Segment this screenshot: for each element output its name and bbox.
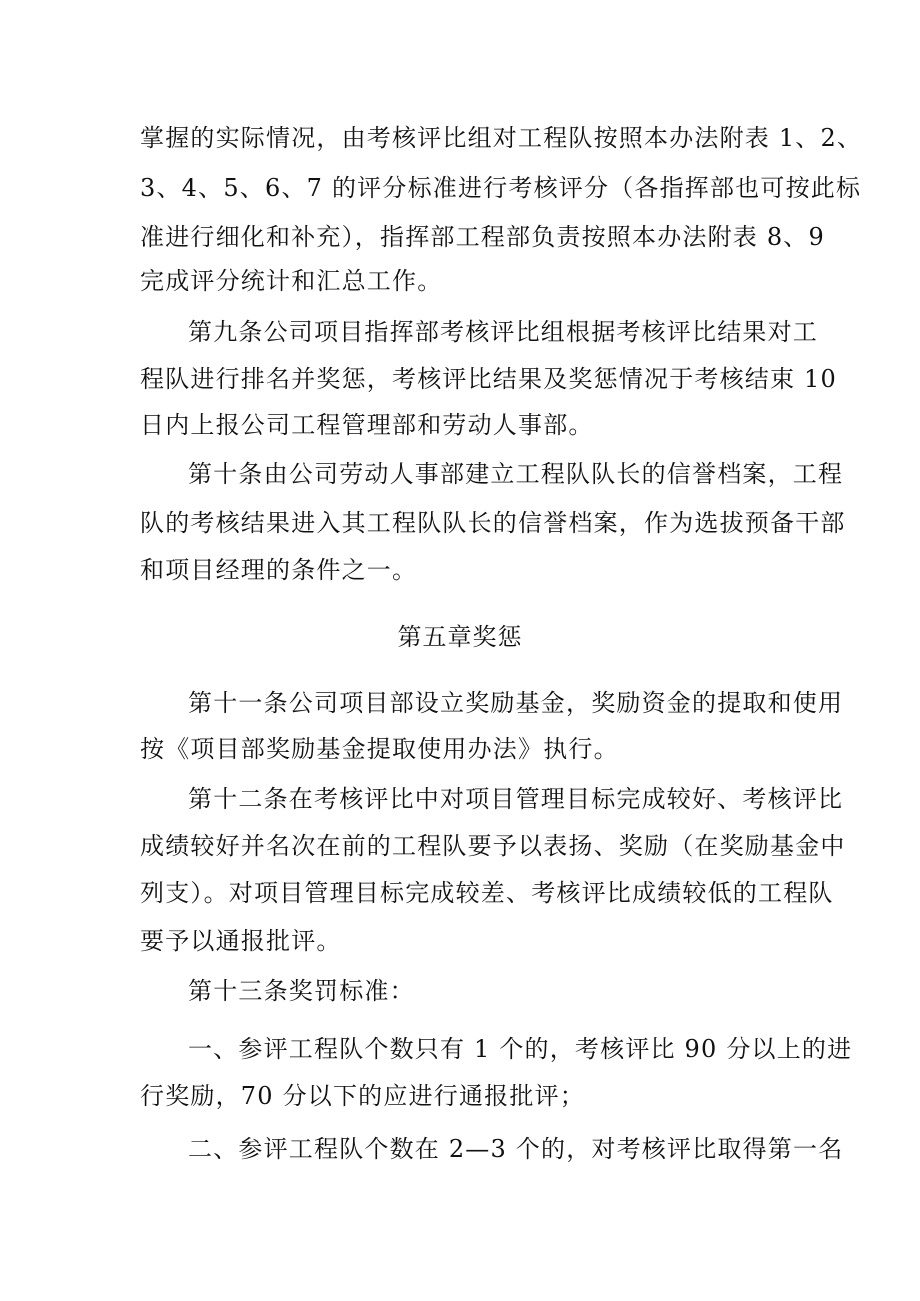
article-10-line: 第十条由公司劳动人事部建立工程队队长的信誉档案，工程 [188,460,844,488]
paragraph-line: 日内上报公司工程管理部和劳动人事部。 [140,411,594,439]
paragraph-line: 准进行细化和补充），指挥部工程部负责按照本办法附表 8、9 [140,223,825,251]
paragraph-line: 完成评分统计和汇总工作。 [140,267,443,295]
paragraph-line: 和项目经理的条件之一。 [140,556,418,584]
paragraph-line: 成绩较好并名次在前的工程队要予以表扬、奖励（在奖励基金中 [140,832,846,860]
chapter-heading: 第五章奖惩 [397,623,523,651]
article-13-line: 第十三条奖罚标准： [188,977,415,1005]
rule-one-line: 一、参评工程队个数只有 1 个的，考核评比 90 分以上的进 [188,1035,853,1063]
paragraph-line: 掌握的实际情况，由考核评比组对工程队按照本办法附表 1、2、 [140,124,863,152]
article-12-line: 第十二条在考核评比中对项目管理目标完成较好、考核评比 [188,785,844,813]
article-11-line: 第十一条公司项目部设立奖励基金，奖励资金的提取和使用 [188,689,844,717]
article-9-line: 第九条公司项目指挥部考核评比组根据考核评比结果对工 [188,318,818,346]
paragraph-line: 要予以通报批评。 [140,927,342,955]
paragraph-line: 行奖励，70 分以下的应进行通报批评； [140,1082,585,1110]
paragraph-line: 列支）。对项目管理目标完成较差、考核评比成绩较低的工程队 [140,879,834,907]
paragraph-line: 3、4、5、6、7 的评分标准进行考核评分（各指挥部也可按此标 [140,174,862,202]
paragraph-line: 程队进行排名并奖惩，考核评比结果及奖惩情况于考核结束 10 [140,365,837,393]
rule-two-line: 二、参评工程队个数在 2—3 个的，对考核评比取得第一名 [188,1135,844,1163]
paragraph-line: 队的考核结果进入其工程队队长的信誉档案，作为选拔预备干部 [140,509,846,537]
paragraph-line: 按《项目部奖励基金提取使用办法》执行。 [140,735,619,763]
